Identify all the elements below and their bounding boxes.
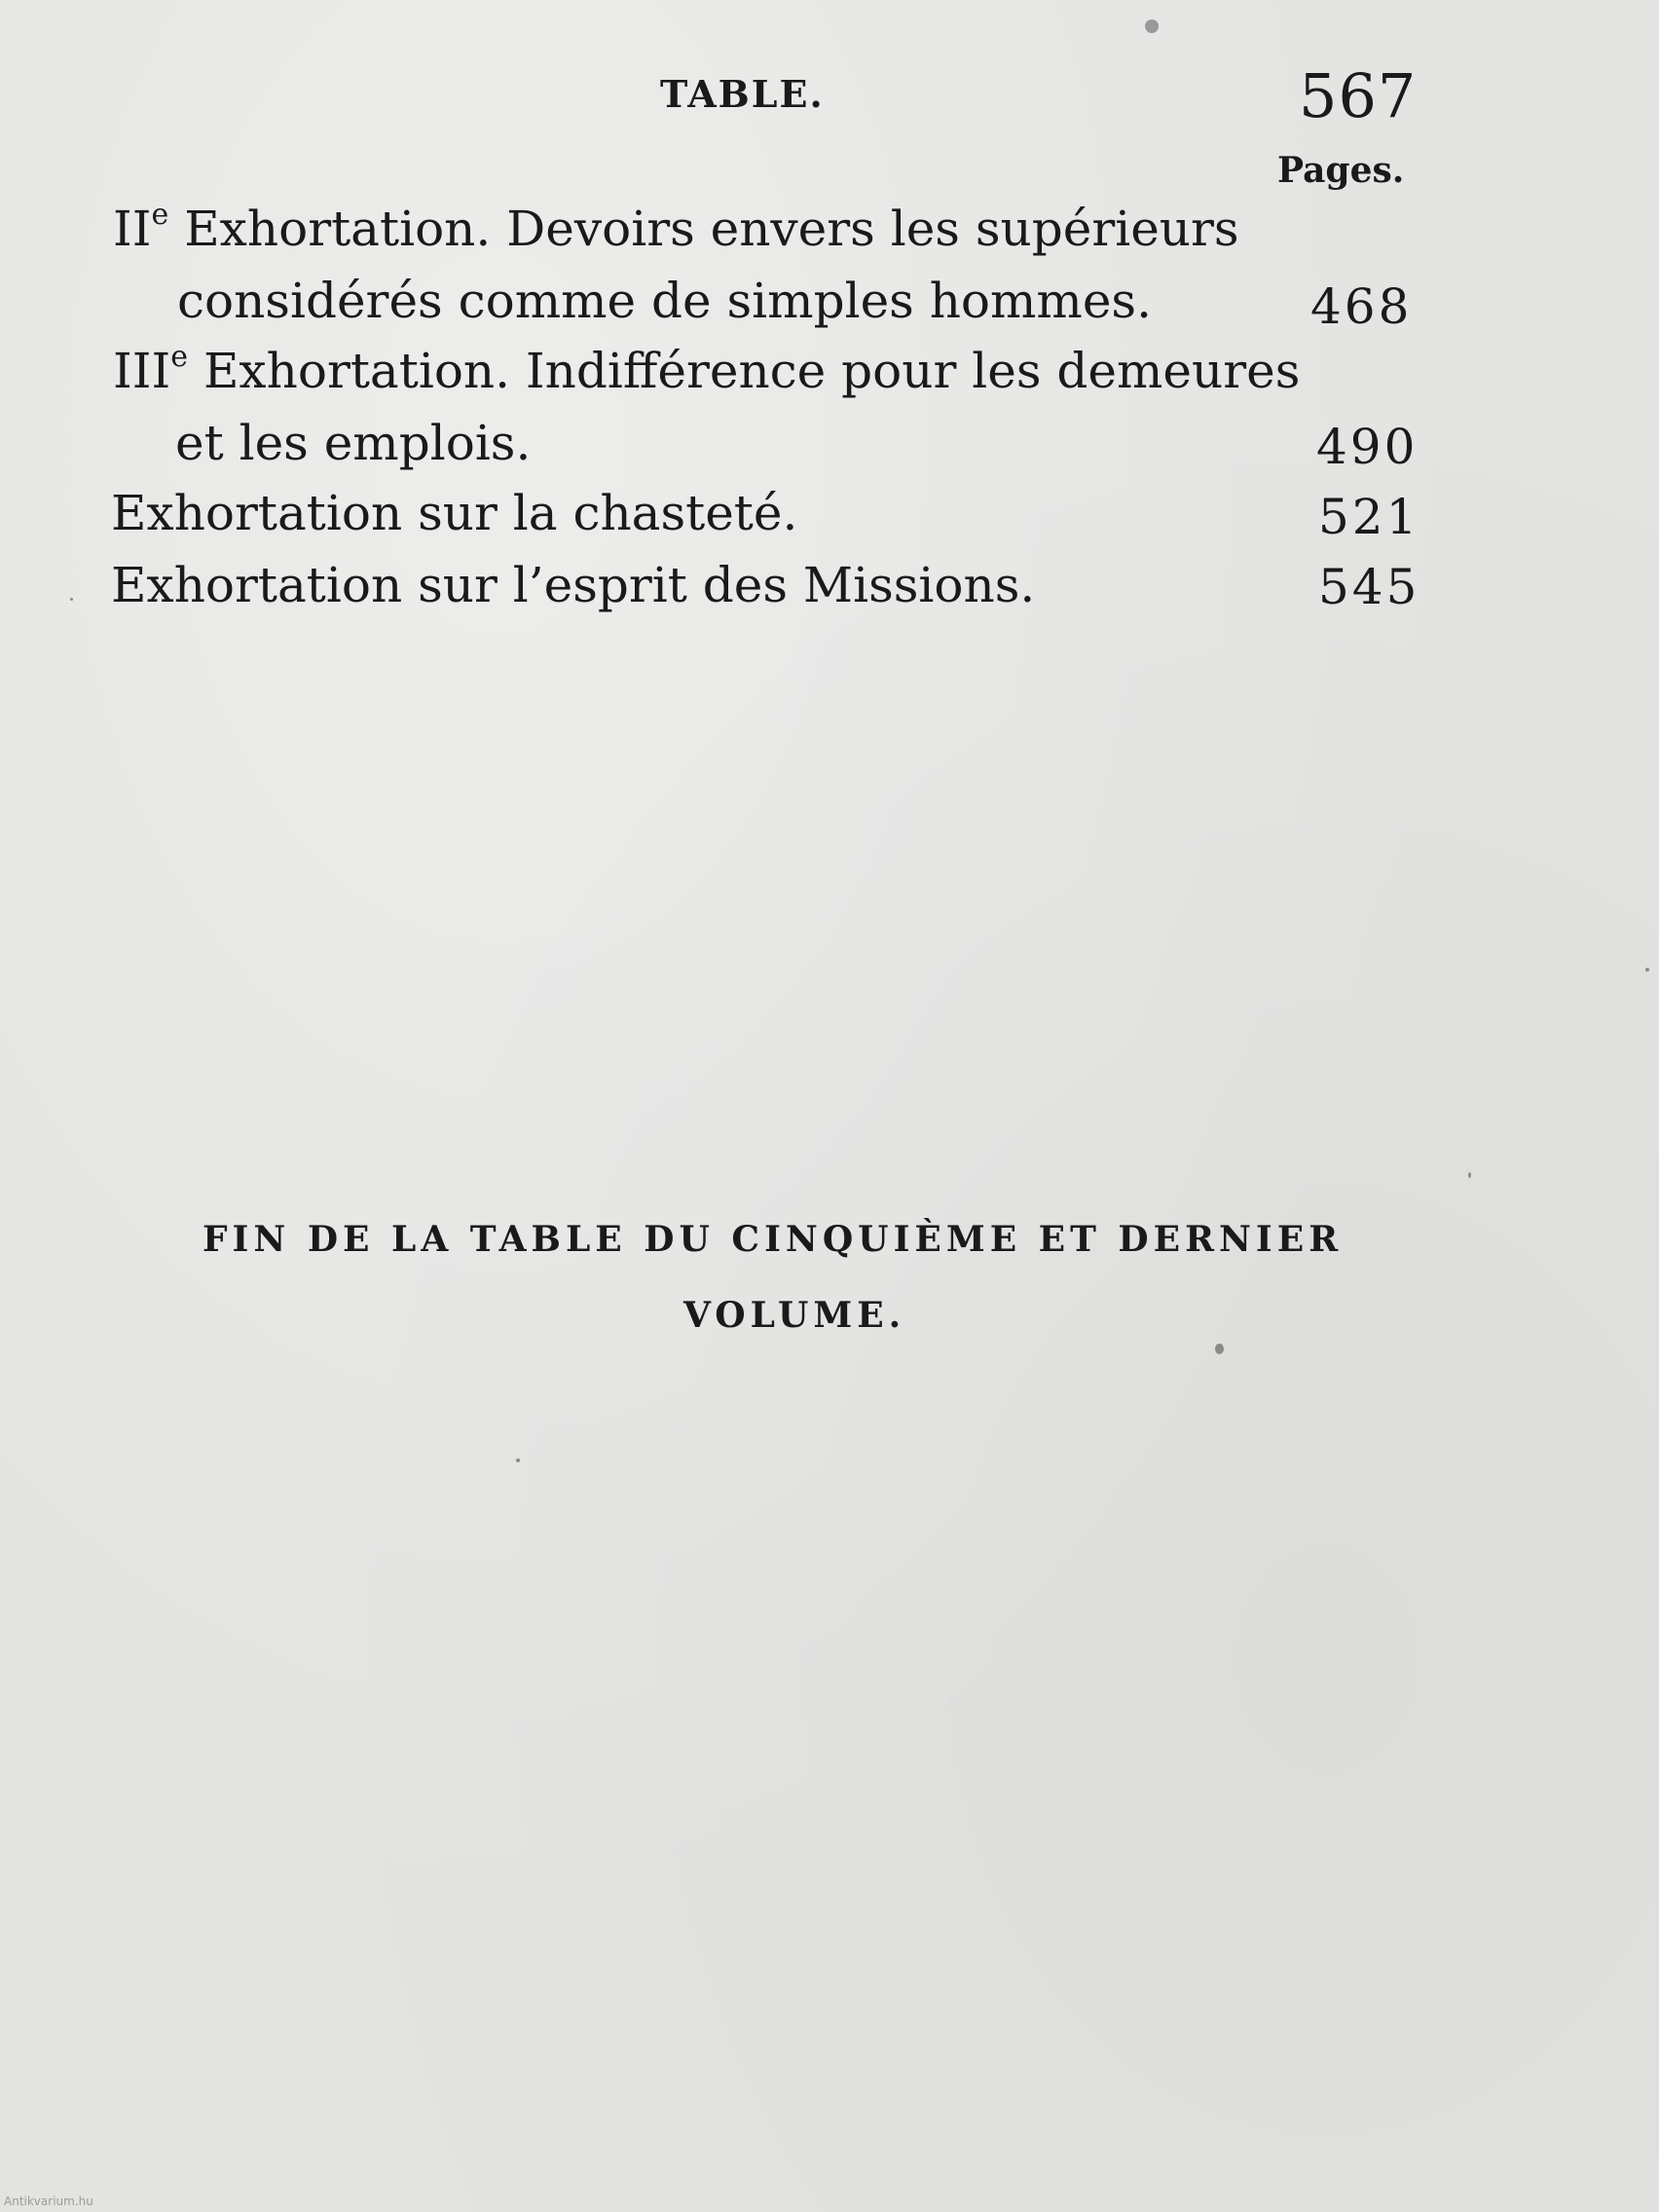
toc-entry-1-title: Exhortation. Devoirs envers les supérieurs — [184, 201, 1239, 257]
page-number: 567 — [1299, 60, 1418, 131]
toc-entry-4-page: 545 — [1318, 559, 1420, 615]
watermark: Antikvarium.hu — [4, 2194, 93, 2208]
toc-entry-1-ordinal: II — [113, 201, 152, 257]
toc-entry-1-page: 468 — [1310, 278, 1413, 335]
toc-entry-3-page: 521 — [1318, 489, 1420, 545]
toc-entry-3-line-1: Exhortation sur la chasteté. — [111, 485, 798, 541]
toc-entry-2-title: Exhortation. Indifférence pour les demeures — [203, 343, 1301, 399]
paper-speck — [70, 598, 73, 601]
paper-speck — [516, 1458, 520, 1462]
toc-entry-2-ordinal-suffix: e — [170, 340, 189, 374]
toc-entry-2-line-1 — [113, 340, 1301, 399]
paper-speck — [1145, 19, 1159, 33]
end-note-line-1: FIN DE LA TABLE DU CINQUIÈME ET DERNIER — [203, 1219, 1344, 1260]
toc-entry-1-line-1 — [113, 198, 1239, 257]
end-note-line-2: VOLUME. — [683, 1295, 906, 1336]
paper-speck — [1215, 1344, 1224, 1354]
toc-entry-1-ordinal-suffix: e — [151, 198, 169, 232]
toc-entry-2-ordinal: III — [113, 343, 171, 399]
paper-speck — [1468, 1172, 1471, 1178]
toc-entry-2-page: 490 — [1316, 419, 1419, 475]
pages-column-label: Pages. — [1277, 150, 1405, 191]
running-title: TABLE. — [660, 72, 825, 116]
paper-speck — [1645, 968, 1649, 972]
toc-entry-4-line-1: Exhortation sur l’esprit des Missions. — [111, 557, 1036, 613]
toc-entry-1-line-2: considérés comme de simples hommes. — [177, 273, 1152, 329]
toc-entry-2-line-2: et les emplois. — [175, 415, 532, 471]
